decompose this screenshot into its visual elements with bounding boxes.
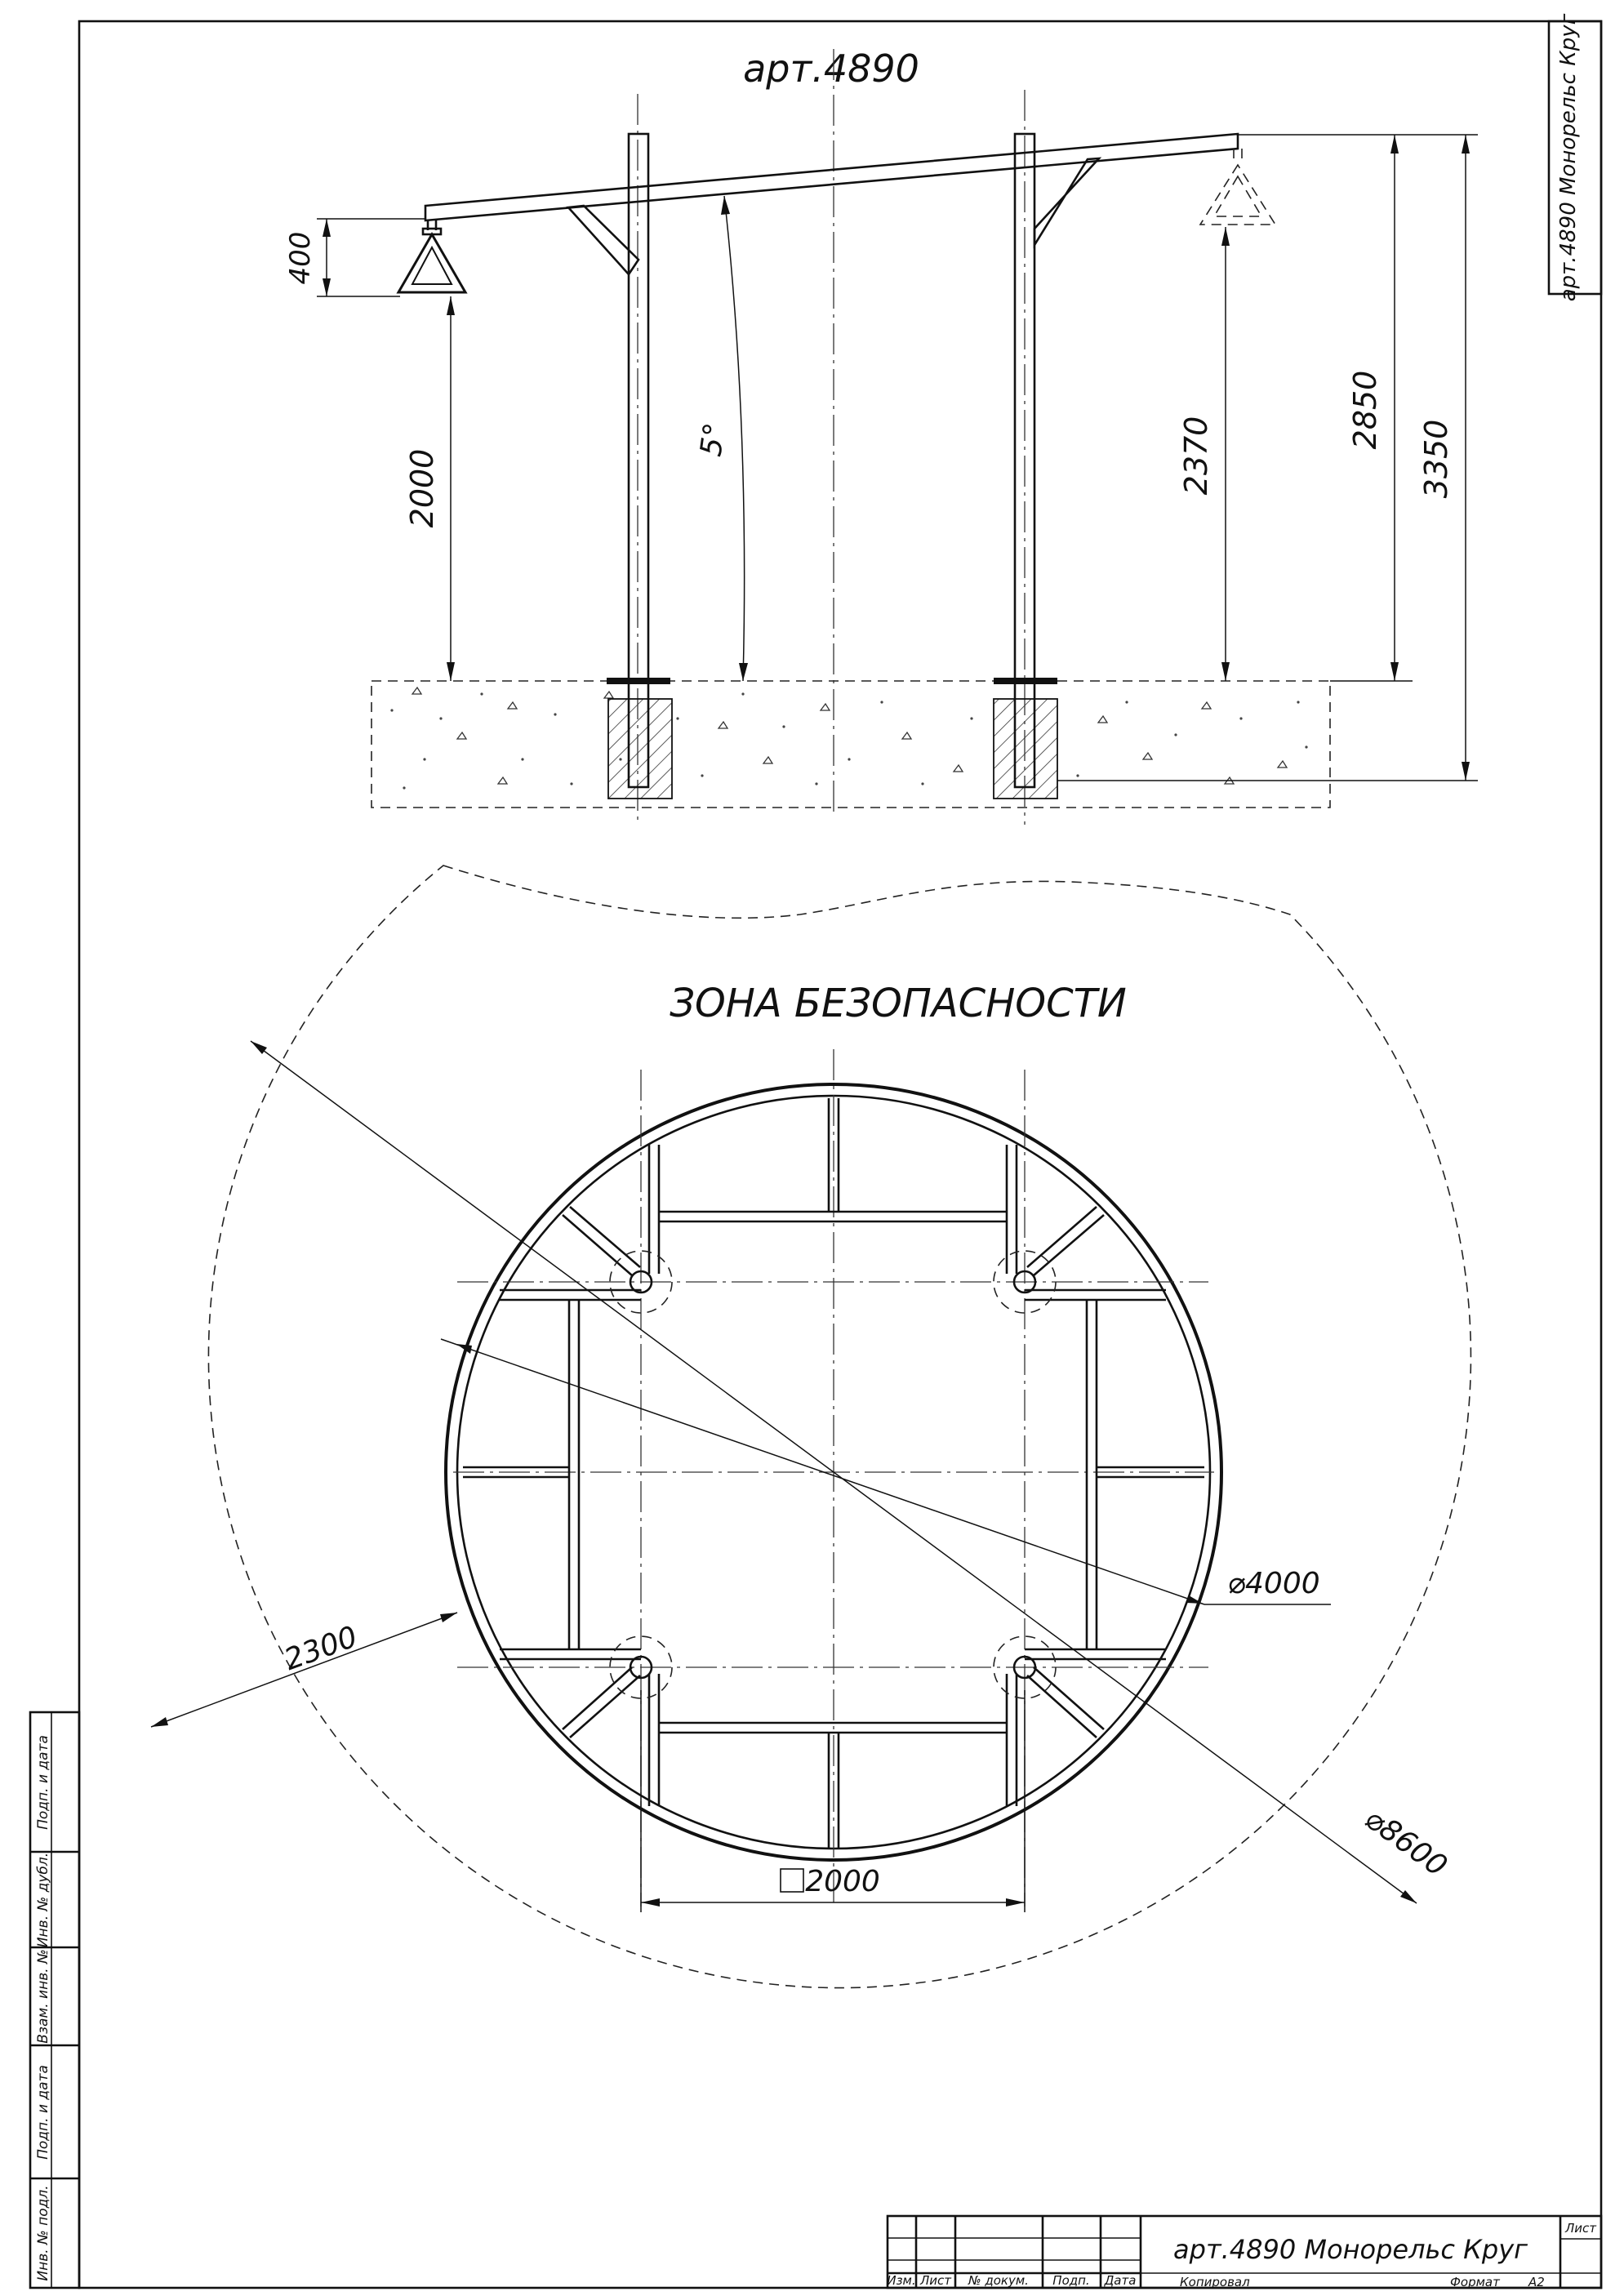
safety-zone-boundary <box>208 865 1470 1988</box>
col-date: Дата <box>1104 2273 1137 2288</box>
brace-right <box>1034 158 1099 245</box>
elevation-view <box>284 47 1478 825</box>
monorail-beam <box>425 134 1238 220</box>
article-title: арт.4890 <box>743 47 919 91</box>
post-sleeve-right <box>994 699 1057 799</box>
dim-handle-clearance: 2000 <box>404 448 440 528</box>
strip-field-replace-inv: Взам. инв. № <box>35 1949 51 2044</box>
dim-slope-angle: 5° <box>694 420 732 459</box>
title-block-sheet-label: Лист <box>1564 2221 1597 2236</box>
title-block-title: арт.4890 Монорельс Круг <box>1173 2234 1528 2265</box>
dim-ring-diameter: ⌀4000 <box>1227 1567 1320 1600</box>
trapeze-handle-right-alt <box>1200 165 1275 225</box>
col-sheet: Лист <box>919 2273 952 2288</box>
side-stamp-text: арт.4890 Монорельс Круг <box>1556 13 1581 302</box>
sheet-frame <box>79 13 1601 2288</box>
strip-field-original-inv: Инв. № подл. <box>35 2185 51 2281</box>
concrete-foundation <box>372 681 1330 808</box>
dim-zone-offset: 2300 <box>280 1620 363 1678</box>
post-sleeve-left <box>608 699 672 799</box>
copied-label: Копировал <box>1180 2275 1250 2289</box>
col-change: Изм. <box>887 2273 916 2288</box>
post-left <box>629 134 648 787</box>
square-symbol-icon <box>781 1869 803 1892</box>
title-block <box>887 2216 1601 2289</box>
dim-clearance-right: 2370 <box>1178 416 1214 496</box>
safety-zone-label: ЗОНА БЕЗОПАСНОСТИ <box>670 981 1127 1026</box>
strip-field-sign-date-2: Подп. и дата <box>35 2065 51 2160</box>
plan-view <box>151 865 1470 1988</box>
dim-zone-diameter: ⌀8600 <box>1358 1801 1453 1884</box>
concrete-speckle <box>412 687 1287 784</box>
strip-field-sign-date-1: Подп. и дата <box>35 1735 51 1830</box>
format-label: Формат <box>1450 2275 1500 2289</box>
dim-total-height: 3350 <box>1418 419 1454 499</box>
left-strip <box>30 1712 79 2288</box>
format-value: А2 <box>1528 2275 1545 2289</box>
dim-post-spacing: 2000 <box>805 1865 880 1898</box>
strip-field-dup-inv: Инв. № дубл. <box>35 1852 51 1948</box>
col-doc-number: № докум. <box>968 2273 1029 2288</box>
concrete-dots <box>390 692 1307 789</box>
dim-handle-height: 400 <box>284 231 317 285</box>
plan-posts <box>610 1251 1056 1698</box>
col-signature: Подп. <box>1052 2273 1090 2288</box>
dim-post-height: 2850 <box>1347 370 1383 450</box>
